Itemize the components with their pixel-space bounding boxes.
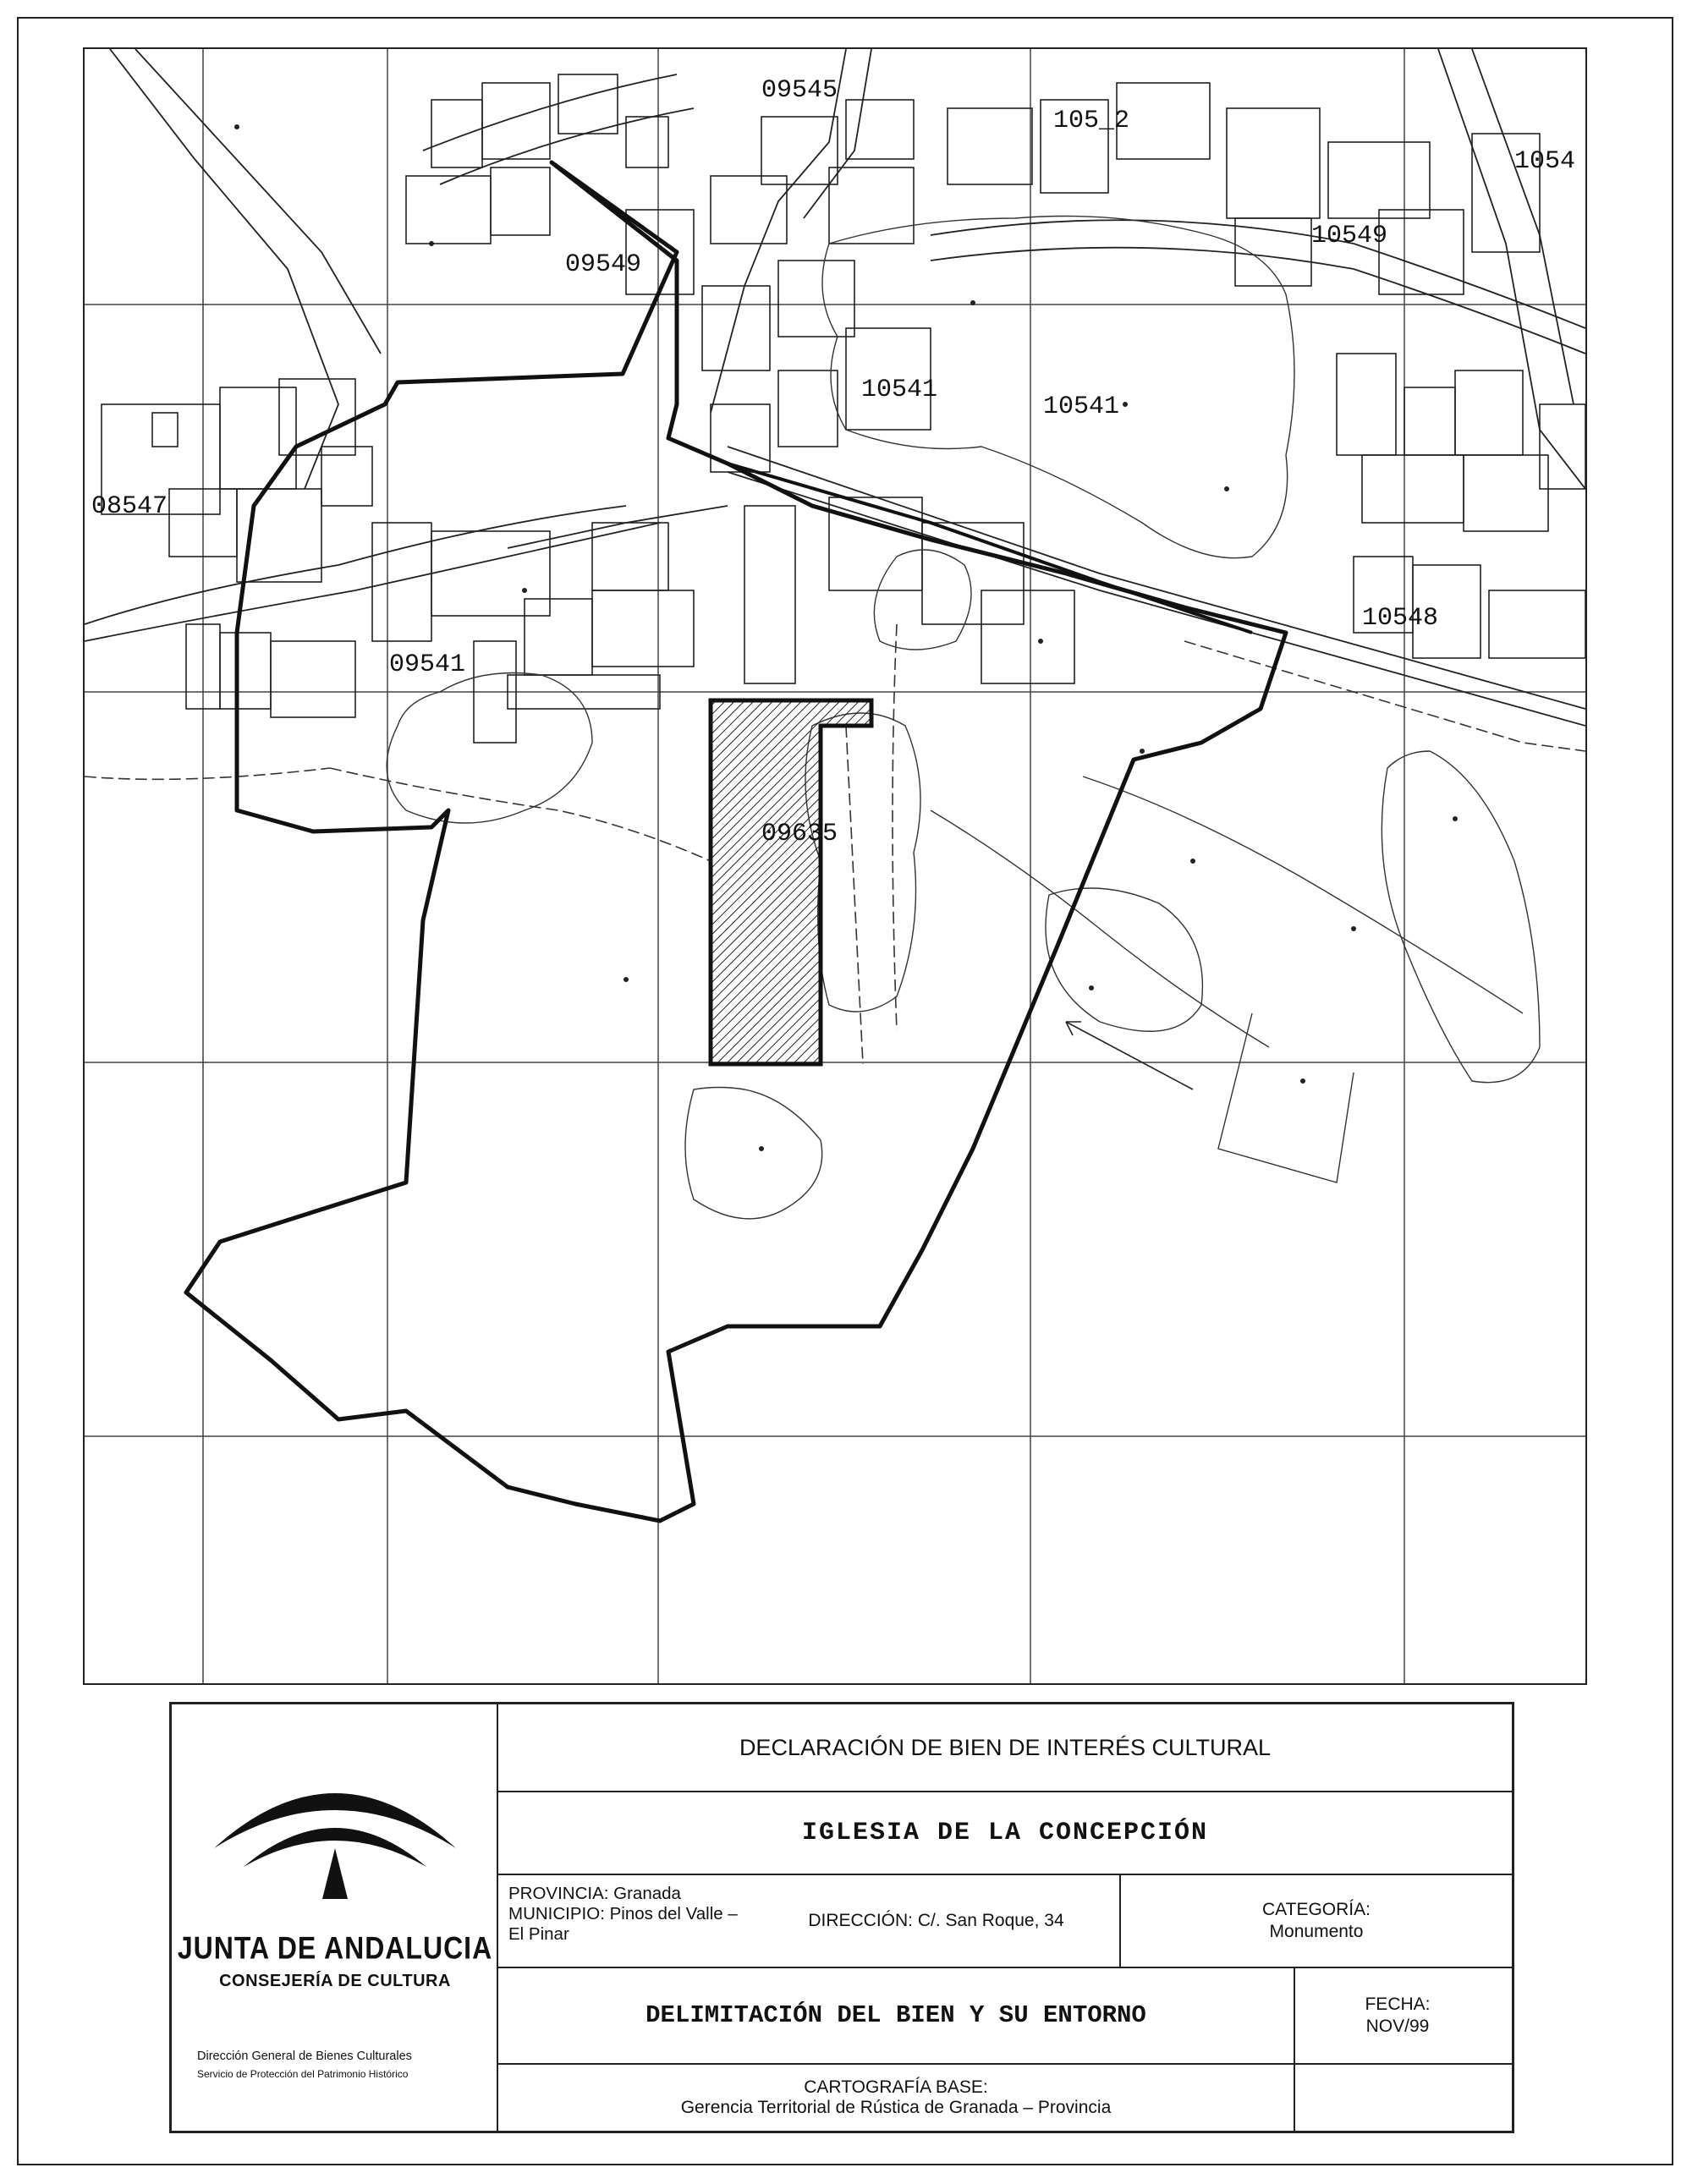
cadastral-map — [83, 47, 1587, 1685]
provincia-text: PROVINCIA: Granada — [508, 1884, 681, 1903]
junta-logo-icon — [206, 1755, 464, 1916]
cartography-value: Gerencia Territorial de Rústica de Granada – Provincia — [680, 2098, 1112, 2117]
vegetation-outlines — [387, 217, 1540, 1219]
parcel-numbers — [91, 76, 1575, 848]
monument-row — [498, 1792, 1512, 1875]
categoria-cell — [1119, 1875, 1512, 1967]
fecha-label: FECHA: — [1365, 1995, 1431, 2014]
parcel-label: 09541 — [389, 650, 466, 679]
parcel-label: 09635 — [761, 820, 838, 848]
parcel-label: 1054 — [1514, 147, 1576, 176]
logo-subtitle: CONSEJERÍA DE CULTURA — [219, 1972, 451, 1990]
street-lines — [85, 49, 1585, 726]
logo-direction: Dirección General de Bienes Culturales — [197, 2050, 412, 2063]
cartography-cell — [498, 2065, 1294, 2131]
fecha-value: NOV/99 — [1365, 2017, 1430, 2036]
monument-name: IGLESIA DE LA CONCEPCIÓN — [801, 1819, 1209, 1847]
cartography-row — [498, 2065, 1512, 2131]
parcel-label: 10541 — [1043, 392, 1120, 421]
parcel-label: 10548 — [1362, 604, 1439, 633]
delimitation-title: DELIMITACIÓN DEL BIEN Y SU ENTORNO — [645, 2001, 1146, 2029]
declaration-row — [498, 1704, 1512, 1792]
fecha-cell — [1283, 1968, 1512, 2063]
logo-cell — [172, 1704, 498, 2131]
logo-service: Servicio de Protección del Patrimonio Histórico — [197, 2068, 409, 2080]
categoria-label: CATEGORÍA: — [1262, 1900, 1371, 1919]
blank-cell — [1294, 2065, 1454, 2131]
parcel-label: 09549 — [565, 250, 642, 279]
location-row — [498, 1875, 1512, 1968]
location-cell — [498, 1875, 752, 1967]
map-grid — [85, 49, 1585, 1683]
slope-arrow — [1066, 1022, 1193, 1089]
declaration-title: DECLARACIÓN DE BIEN DE INTERÉS CULTURAL — [739, 1734, 1272, 1760]
entorno-boundary-inner — [728, 464, 1252, 633]
title-block — [169, 1702, 1514, 2133]
direccion-text: DIRECCIÓN: C/. San Roque, 34 — [808, 1911, 1064, 1930]
logo-name: JUNTA DE ANDALUCIA — [177, 1930, 493, 1966]
parcel-label: 08547 — [91, 492, 168, 521]
categoria-value: Monumento — [1269, 1922, 1364, 1941]
parcel-label: 10541 — [861, 376, 938, 404]
monument-footprint — [711, 700, 871, 1064]
map-drawing — [85, 49, 1585, 1683]
parcel-label: 105_2 — [1053, 107, 1130, 135]
parcels — [102, 74, 1585, 743]
delimitation-row — [498, 1968, 1512, 2065]
cartography-label: CARTOGRAFÍA BASE: — [804, 2077, 988, 2097]
parcel-label: 09545 — [761, 76, 838, 105]
parcel-label: 10549 — [1311, 222, 1388, 250]
municipio-text: MUNICIPIO: Pinos del Valle – El Pinar — [508, 1904, 738, 1944]
